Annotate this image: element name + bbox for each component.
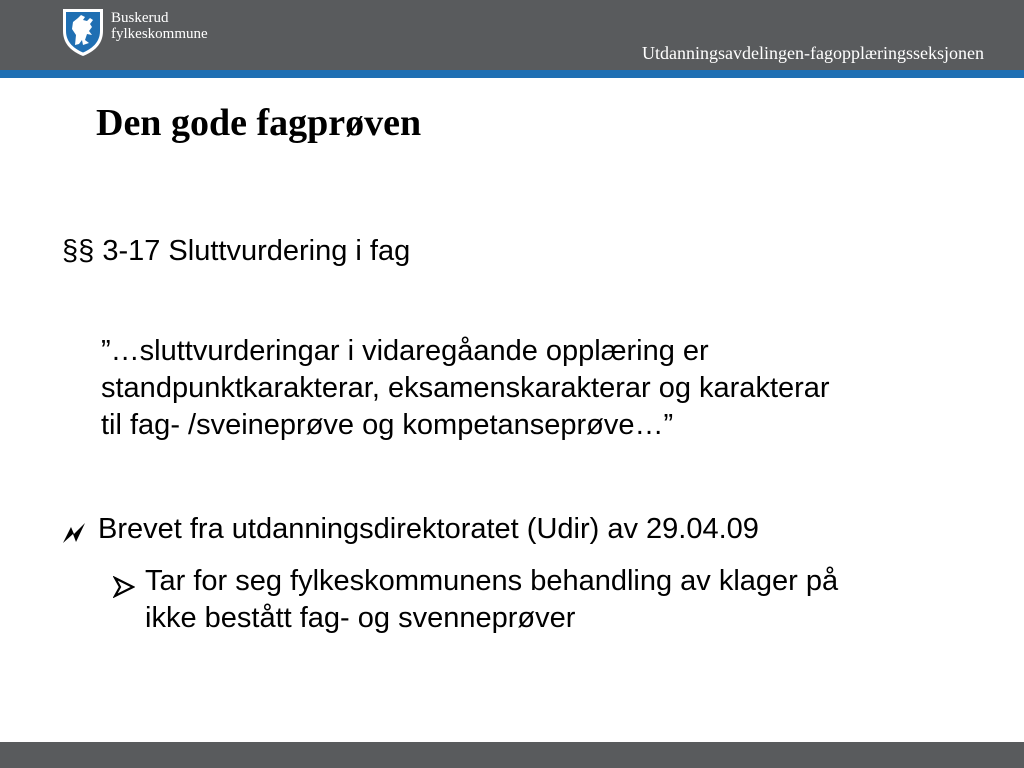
quote-line: til fag- /sveineprøve og kompetanseprøve…” xyxy=(101,409,674,441)
footer-bar xyxy=(0,742,1024,768)
org-name-line1: Buskerud xyxy=(111,10,169,26)
lion-shield-icon xyxy=(61,7,105,57)
bullet-text: Brevet fra utdanningsdirektoratet (Udir) av 29.04.09 xyxy=(98,513,759,545)
org-name xyxy=(111,10,208,42)
sub-bullet-text xyxy=(145,563,838,637)
header-bar xyxy=(0,0,1024,70)
quote-line: ”…sluttvurderingar i vidaregåande opplæring er xyxy=(101,335,709,367)
section-heading: §§ 3-17 Sluttvurdering i fag xyxy=(62,235,411,267)
department-name: Utdanningsavdelingen-fagopplæringsseksjonen xyxy=(642,43,984,63)
bullet-item xyxy=(62,511,759,554)
arrow-bullet-icon xyxy=(113,571,135,608)
lightning-bullet-icon xyxy=(62,511,98,554)
sub-bullet-line: Tar for seg fylkeskommunens behandling av klager på xyxy=(145,565,839,597)
quote-line: standpunktkarakterar, eksamenskarakterar og karakterar xyxy=(101,372,830,404)
org-name-line2: fylkeskommune xyxy=(111,26,208,42)
sub-bullet-line: ikke bestått fag- og svenneprøver xyxy=(145,602,576,634)
slide-title: Den gode fagprøven xyxy=(96,102,422,144)
header-stripe xyxy=(0,70,1024,78)
quote-block xyxy=(101,333,830,444)
